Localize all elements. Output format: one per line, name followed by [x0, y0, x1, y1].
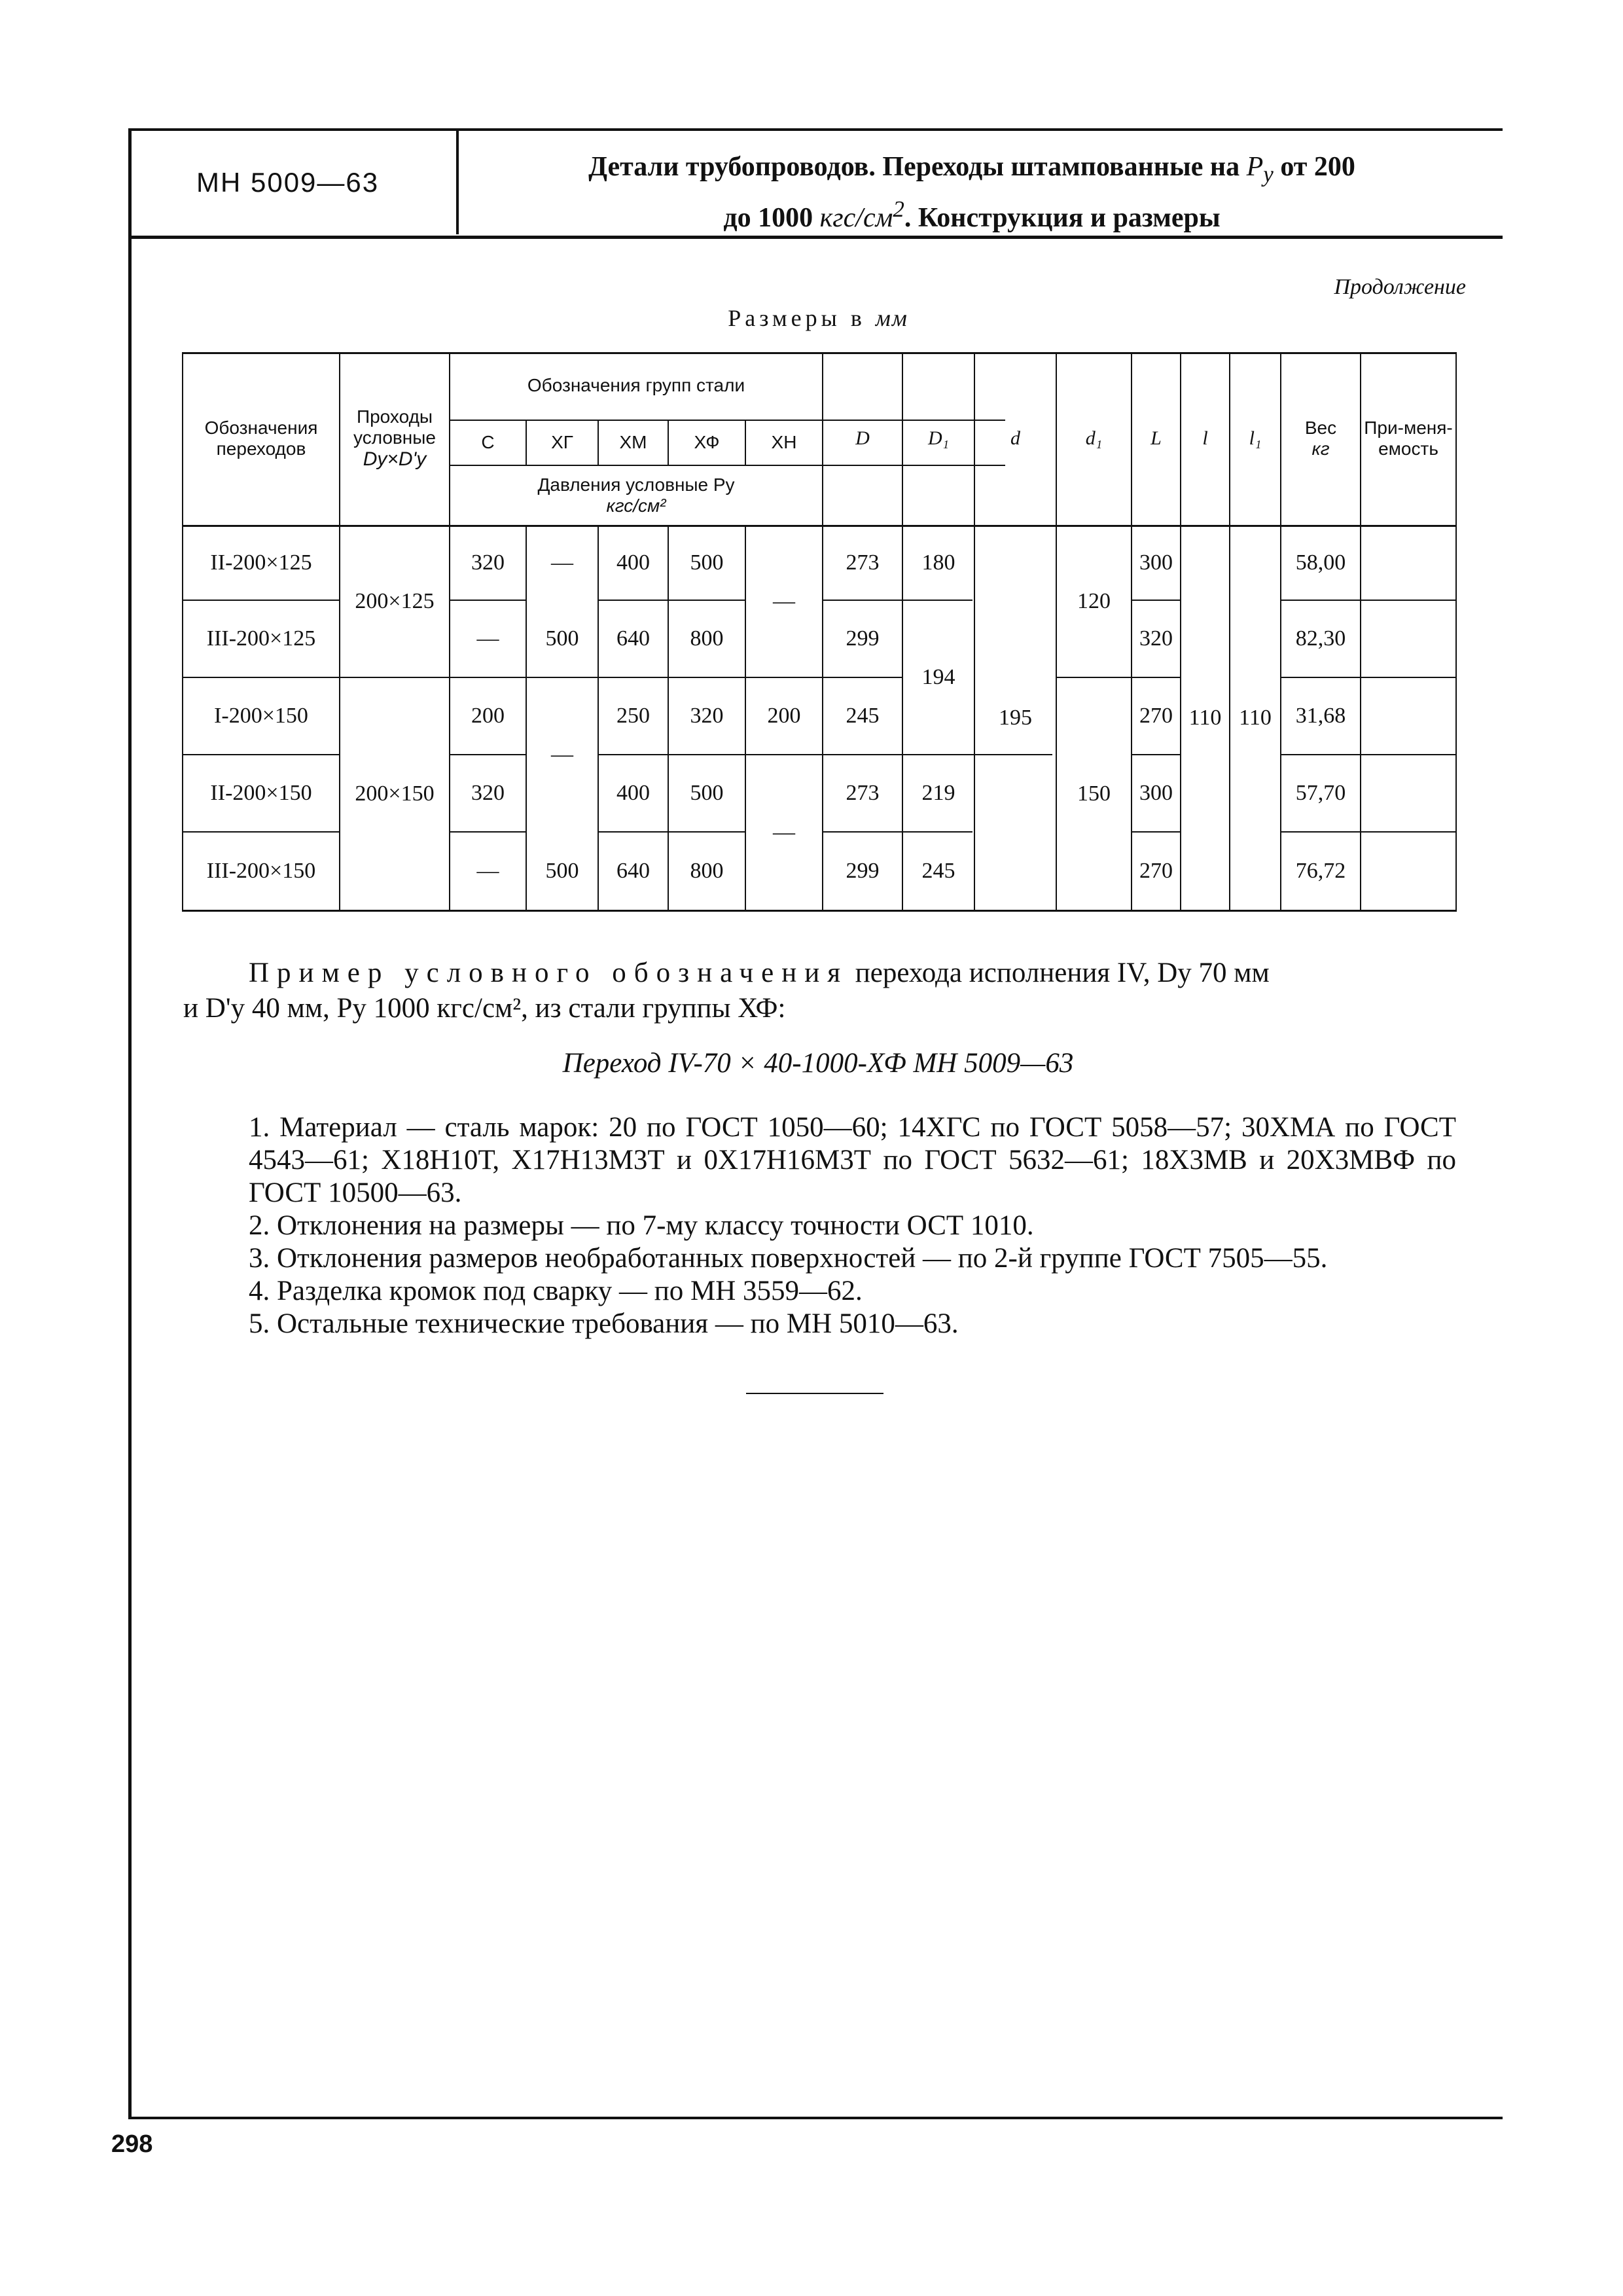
row1-weight: 58,00	[1295, 550, 1346, 575]
row2-c: —	[476, 626, 499, 651]
xg-dash-150: —	[551, 742, 573, 767]
xn-dash-125: —	[773, 589, 795, 614]
row4-D: 273	[846, 781, 880, 806]
row4-c: 320	[471, 781, 505, 806]
col-L-header: L	[1150, 427, 1162, 449]
row4-designation: II-200×150	[210, 781, 312, 806]
row5-L: 270	[1139, 859, 1173, 884]
col-d1-header: d₁	[1085, 427, 1103, 449]
row5-designation: III-200×150	[206, 859, 316, 884]
row1-D: 273	[846, 550, 880, 575]
col-l-header: l	[1202, 427, 1208, 449]
row1-xg: —	[551, 550, 573, 575]
col-designation-header: Обозначения переходов	[204, 417, 318, 459]
row4-D1: 219	[921, 781, 955, 806]
row5-D: 299	[846, 859, 880, 884]
header-bottom-rule	[128, 236, 1503, 239]
row5-xf: 800	[690, 859, 724, 884]
row5-D1: 245	[921, 859, 955, 884]
row1-xm: 400	[616, 550, 650, 575]
row1-D1: 180	[921, 550, 955, 575]
col-D1-header: D₁	[927, 427, 950, 449]
row4-xm: 400	[616, 781, 650, 806]
row2-xf: 800	[690, 626, 724, 651]
passage-200x125: 200×125	[355, 589, 435, 614]
row2-xg: 500	[545, 626, 579, 651]
note-4: 4. Разделка кромок под сварку — по МН 3559—62.	[249, 1276, 863, 1306]
row3-xn: 200	[767, 704, 801, 728]
steel-groups-header: Обозначения групп стали	[527, 375, 745, 396]
frame-top	[128, 128, 1503, 131]
sizes-caption: Размеры в мм	[728, 305, 908, 331]
row1-xf: 500	[690, 550, 724, 575]
row3-L: 270	[1139, 704, 1173, 728]
note-1: 1. Материал — сталь марок: 20 по ГОСТ 1050—60; 14ХГС по ГОСТ 5058—57; 30ХМА по ГОСТ 4543—61; Х18Н10Т, Х17Н13М3Т и 0Х17Н16М3Т по ГОСТ 5632—61; 18Х3МВ и 20Х3МВФ по ГОСТ 10500—63.	[249, 1112, 1456, 1208]
row2-L: 320	[1139, 626, 1173, 651]
col-D-header: D	[855, 427, 870, 449]
xn-dash-150: —	[773, 820, 795, 845]
row3-D: 245	[846, 704, 880, 728]
dimensions-table	[182, 352, 1457, 916]
note-3: 3. Отклонения размеров необработанных поверхностей — по 2-й группе ГОСТ 7505—55.	[249, 1243, 1328, 1274]
group-xf-header: ХФ	[694, 432, 720, 453]
row1-c: 320	[471, 550, 505, 575]
row4-xf: 500	[690, 781, 724, 806]
row5-xg: 500	[545, 859, 579, 884]
row3-c: 200	[471, 704, 505, 728]
d1-150: 150	[1077, 781, 1111, 806]
example-paragraph: Пример условного обозначения перехода исполнения IV, Dу 70 мм и D'у 40 мм, Pу 1000 кгс/см², из стали группы ХФ:	[183, 958, 1270, 1024]
note-5: 5. Остальные технические требования — по МН 5010—63.	[249, 1308, 959, 1339]
col-passages-header: Проходы условные Dу×D'у	[353, 406, 436, 470]
group-c-header: С	[481, 432, 495, 453]
row3-designation: I-200×150	[214, 704, 308, 728]
row1-designation: II-200×125	[210, 550, 312, 575]
row5-xm: 640	[616, 859, 650, 884]
end-rule	[746, 1393, 883, 1394]
d1-120: 120	[1077, 589, 1111, 614]
group-xg-header: ХГ	[551, 432, 573, 453]
col-application-header: При-меня-емость	[1364, 417, 1453, 459]
row4-L: 300	[1139, 781, 1173, 806]
row2-weight: 82,30	[1295, 626, 1346, 651]
col-d-header: d	[1010, 427, 1020, 449]
row2-designation: III-200×125	[206, 626, 316, 651]
row2-xm: 640	[616, 626, 650, 651]
group-xn-header: ХН	[771, 432, 797, 453]
passage-200x150: 200×150	[355, 781, 435, 806]
row3-weight: 31,68	[1295, 704, 1346, 728]
pressure-header: Давления условные Pу кгс/см²	[537, 474, 735, 516]
frame-bottom	[128, 2117, 1503, 2119]
D1-194: 194	[921, 665, 955, 690]
page-number: 298	[111, 2130, 153, 2158]
col-weight-header: Вес кг	[1304, 417, 1337, 459]
row1-L: 300	[1139, 550, 1173, 575]
group-xm-header: ХМ	[619, 432, 647, 453]
note-2: 2. Отклонения на размеры — по 7-му классу точности ОСТ 1010.	[249, 1210, 1034, 1241]
row5-weight: 76,72	[1295, 859, 1346, 884]
col-l1-header: l₁	[1249, 427, 1262, 449]
standard-code: МН 5009—63	[196, 167, 380, 198]
row2-D: 299	[846, 626, 880, 651]
header-divider	[456, 131, 459, 234]
row3-xm: 250	[616, 704, 650, 728]
l1-110: 110	[1239, 706, 1272, 730]
notes-list	[183, 1111, 1456, 1340]
continuation-label: Продолжение	[1334, 275, 1466, 299]
page-title: Детали трубопроводов. Переходы штампованные на $P_у$ от 200 до 1000 кгс/$см^2$. Конструкция и размеры	[588, 152, 1355, 234]
row3-xf: 320	[690, 704, 724, 728]
row4-weight: 57,70	[1295, 781, 1346, 806]
example-designation: Переход IV-70 × 40-1000-ХФ МН 5009—63	[562, 1048, 1074, 1079]
d-195: 195	[999, 706, 1032, 730]
frame-left	[128, 128, 132, 2118]
l-110: 110	[1188, 706, 1222, 730]
row5-c: —	[476, 859, 499, 884]
